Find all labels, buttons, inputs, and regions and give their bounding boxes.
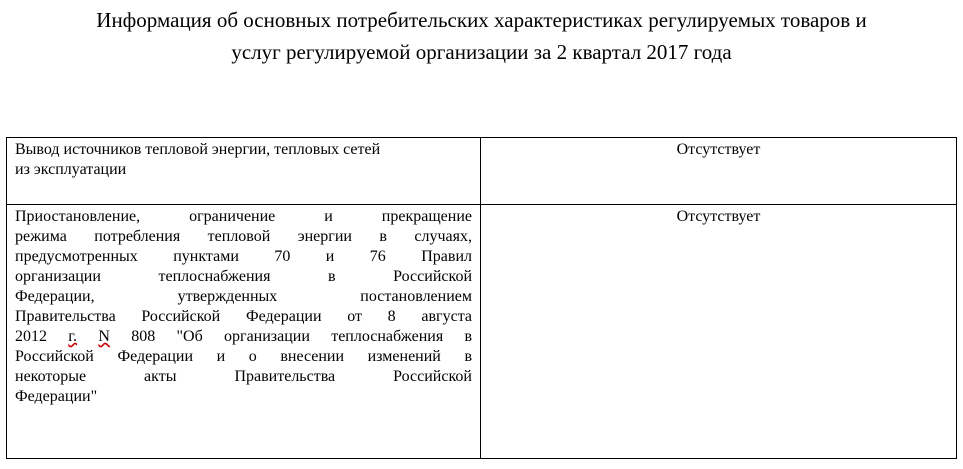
info-table xyxy=(6,137,957,459)
title-line-2: услуг регулируемой организации за 2 квартал 2017 года xyxy=(231,40,732,64)
row-label-line: организации теплоснабжения в Российской xyxy=(15,268,472,285)
title-line-1: Информация об основных потребительских характеристиках регулируемых товаров и xyxy=(96,8,867,32)
row-label-cell xyxy=(7,205,481,459)
row-label-line: Российской Федерации и о внесении изменений в xyxy=(15,348,472,365)
row-value: Отсутствует xyxy=(676,208,761,225)
row-label-line: Федерации" xyxy=(15,388,98,405)
spellcheck-underlined-word: N xyxy=(98,328,110,345)
row-label-line: некоторые акты Правительства Российской xyxy=(15,368,472,385)
row-label-line: Правительства Российской Федерации от 8 августа xyxy=(15,308,472,325)
row-label-cell xyxy=(7,138,481,205)
row-label-fragment: 808 "Об организации теплоснабжения в xyxy=(131,328,473,345)
spellcheck-underlined-word: г. xyxy=(68,328,78,345)
row-value-cell xyxy=(481,138,957,205)
table-row xyxy=(7,138,957,205)
page-title xyxy=(0,4,963,68)
row-label-line: Приостановление, ограничение и прекращение xyxy=(15,208,472,225)
row-label-line: Федерации, утвержденных постановлением xyxy=(15,288,472,305)
row-label-line: режима потребления тепловой энергии в случаях, xyxy=(15,228,472,245)
row-value: Отсутствует xyxy=(676,141,761,158)
row-label-line xyxy=(15,327,472,347)
row-label-line: из эксплуатации xyxy=(15,161,127,178)
row-value-cell xyxy=(481,205,957,459)
row-label-line: Вывод источников тепловой энергии, тепловых сетей xyxy=(15,141,381,158)
row-label-fragment: 2012 xyxy=(15,328,47,345)
table-row xyxy=(7,205,957,459)
row-label-line: предусмотренных пунктами 70 и 76 Правил xyxy=(15,248,472,265)
